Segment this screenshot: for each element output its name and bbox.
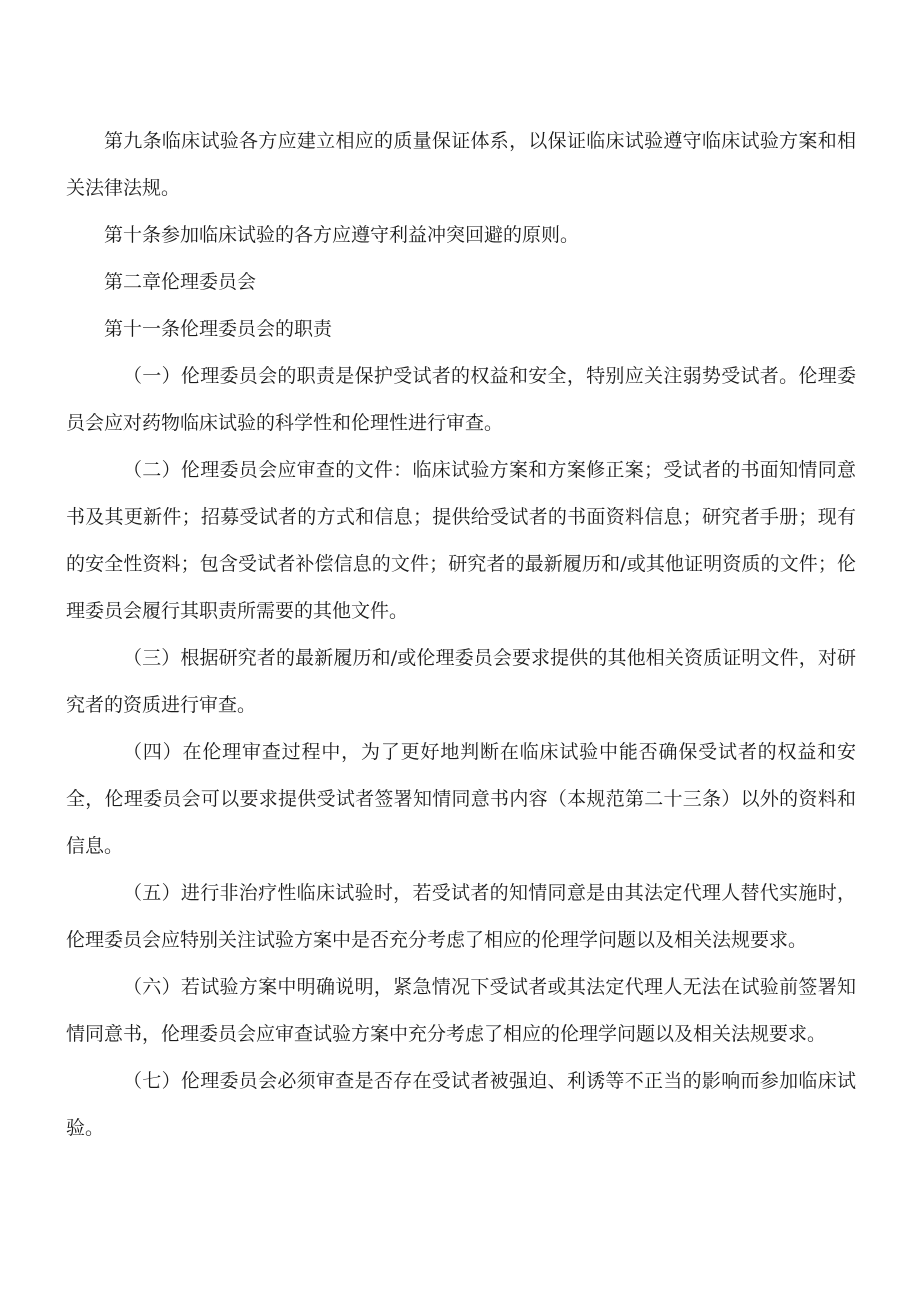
clause-7-paragraph: （七）伦理委员会必须审查是否存在受试者被强迫、利诱等不正当的影响而参加临床试验。 xyxy=(66,1070,856,1139)
clause-5-paragraph: （五）进行非治疗性临床试验时，若受试者的知情同意是由其法定代理人替代实施时，伦理委员会应特别关注试验方案中是否充分考虑了相应的伦理学问题以及相关法规要求。 xyxy=(66,882,856,951)
clause-2-paragraph: （二）伦理委员会应审查的文件：临床试验方案和方案修正案；受试者的书面知情同意书及其更新件；招募受试者的方式和信息；提供给受试者的书面资料信息；研究者手册；现有的安全性资料；包含受试者补偿信息的文件；研究者的最新履历和/或其他证明资质的文件；伦理委员会履行其职责所需要的其他文件。 xyxy=(66,459,856,622)
clause-4-paragraph: （四）在伦理审查过程中，为了更好地判断在临床试验中能否确保受试者的权益和安全，伦理委员会可以要求提供受试者签署知情同意书内容（本规范第二十三条）以外的资料和信息。 xyxy=(66,741,856,857)
article-11-heading: 第十一条伦理委员会的职责 xyxy=(104,318,333,340)
article-9-paragraph: 第九条临床试验各方应建立相应的质量保证体系，以保证临床试验遵守临床试验方案和相关法律法规。 xyxy=(66,130,856,199)
chapter-2-heading: 第二章伦理委员会 xyxy=(104,271,257,293)
article-10-paragraph: 第十条参加临床试验的各方应遵守利益冲突回避的原则。 xyxy=(104,224,580,246)
clause-1-paragraph: （一）伦理委员会的职责是保护受试者的权益和安全，特别应关注弱势受试者。伦理委员会应对药物临床试验的科学性和伦理性进行审查。 xyxy=(66,365,856,434)
clause-6-paragraph: （六）若试验方案中明确说明，紧急情况下受试者或其法定代理人无法在试验前签署知情同意书，伦理委员会应审查试验方案中充分考虑了相应的伦理学问题以及相关法规要求。 xyxy=(66,976,856,1045)
clause-3-paragraph: （三）根据研究者的最新履历和/或伦理委员会要求提供的其他相关资质证明文件，对研究者的资质进行审查。 xyxy=(66,647,856,716)
document-body xyxy=(66,118,856,1152)
